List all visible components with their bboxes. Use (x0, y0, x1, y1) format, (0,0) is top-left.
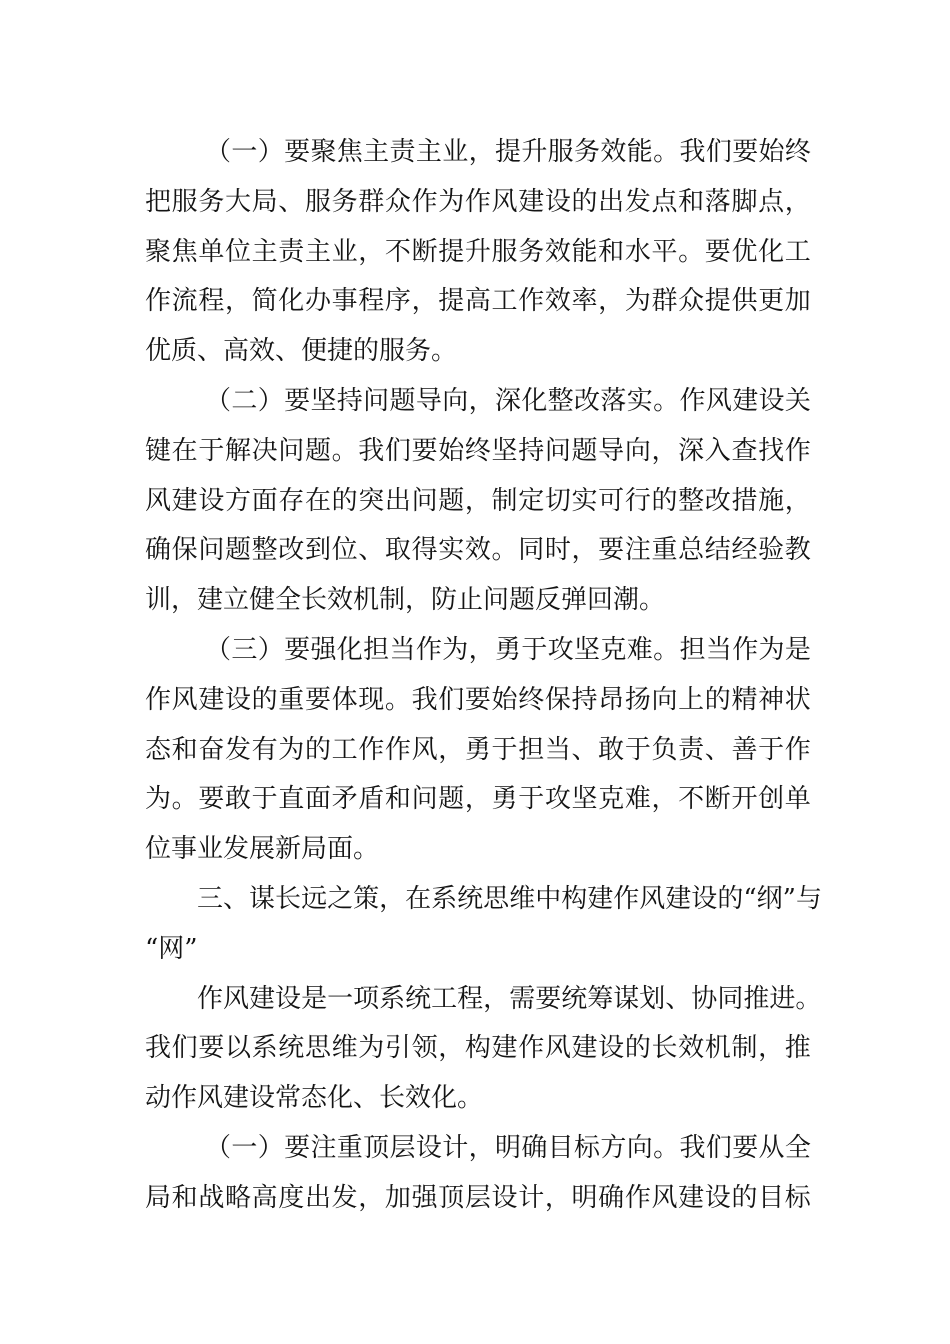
paragraph-line: （ 一 ） 要 聚 焦 主 责 主 业 ， 提 升 服 务 效 能 。 我 们 要 始 终 (205, 137, 811, 167)
paragraph-line: 训，建立健全长效机制，防止问题反弹回潮。 (145, 585, 666, 616)
paragraph-line: 动作风建设常态化、长效化。 (145, 1083, 484, 1114)
paragraph-line: 态 和 奋 发 有 为 的 工 作 作 风 ， 勇 于 担 当 、 敢 于 负 责 、 善 于 作 (145, 734, 811, 765)
paragraph-line: 作 流 程 ， 简 化 办 事 程 序 ， 提 高 工 作 效 率 ， 为 群 众 提 供 更 加 (145, 286, 811, 317)
paragraph-line: 位事业发展新局面。 (145, 834, 380, 865)
paragraph-line: （ 一 ） 要 注 重 顶 层 设 计 ， 明 确 目 标 方 向 。 我 们 要 从 全 (205, 1132, 811, 1163)
paragraph-line: 作 风 建 设 的 重 要 体 现 。 我 们 要 始 终 保 持 昂 扬 向 上 的 精 神 状 (145, 684, 811, 715)
paragraph-line: 键 在 于 解 决 问 题 。 我 们 要 始 终 坚 持 问 题 导 向 ， 深 入 查 找 作 (145, 435, 811, 466)
paragraph-line: 优质、高效、便捷的服务。 (145, 336, 458, 367)
paragraph-line: 局 和 战 略 高 度 出 发 ， 加 强 顶 层 设 计 ， 明 确 作 风 建 设 的 目 标 (145, 1182, 811, 1213)
section-heading-line: “网” (145, 933, 198, 964)
paragraph-line: 风 建 设 方 面 存 在 的 突 出 问 题 ， 制 定 切 实 可 行 的 整 改 措 施 ， (145, 485, 811, 516)
section-heading-line: 三 、 谋 长 远 之 策 ， 在 系 统 思 维 中 构 建 作 风 建 设 的 “ 纲 ” 与 (197, 883, 822, 914)
paragraph-line: （ 二 ） 要 坚 持 问 题 导 向 ， 深 化 整 改 落 实 。 作 风 建 设 关 (205, 385, 811, 416)
paragraph-line: 聚 焦 单 位 主 责 主 业 ， 不 断 提 升 服 务 效 能 和 水 平 。 要 优 化 工 (145, 236, 811, 267)
paragraph-line: （ 三 ） 要 强 化 担 当 作 为 ， 勇 于 攻 坚 克 难 。 担 当 作 为 是 (205, 634, 811, 665)
paragraph-line: 我 们 要 以 系 统 思 维 为 引 领 ， 构 建 作 风 建 设 的 长 效 机 制 ， 推 (145, 1033, 811, 1064)
paragraph-line: 作 风 建 设 是 一 项 系 统 工 程 ， 需 要 统 筹 谋 划 、 协 同 推 进 。 (197, 983, 822, 1014)
document-body (145, 128, 822, 1224)
paragraph-line: 为 。 要 敢 于 直 面 矛 盾 和 问 题 ， 勇 于 攻 坚 克 难 ， 不 断 开 创 单 (145, 784, 811, 815)
paragraph-line: 把 服 务 大 局 、 服 务 群 众 作 为 作 风 建 设 的 出 发 点 和 落 脚 点 ， (145, 186, 811, 217)
paragraph-line: 确 保 问 题 整 改 到 位 、 取 得 实 效 。 同 时 ， 要 注 重 总 结 经 验 教 (145, 535, 811, 566)
